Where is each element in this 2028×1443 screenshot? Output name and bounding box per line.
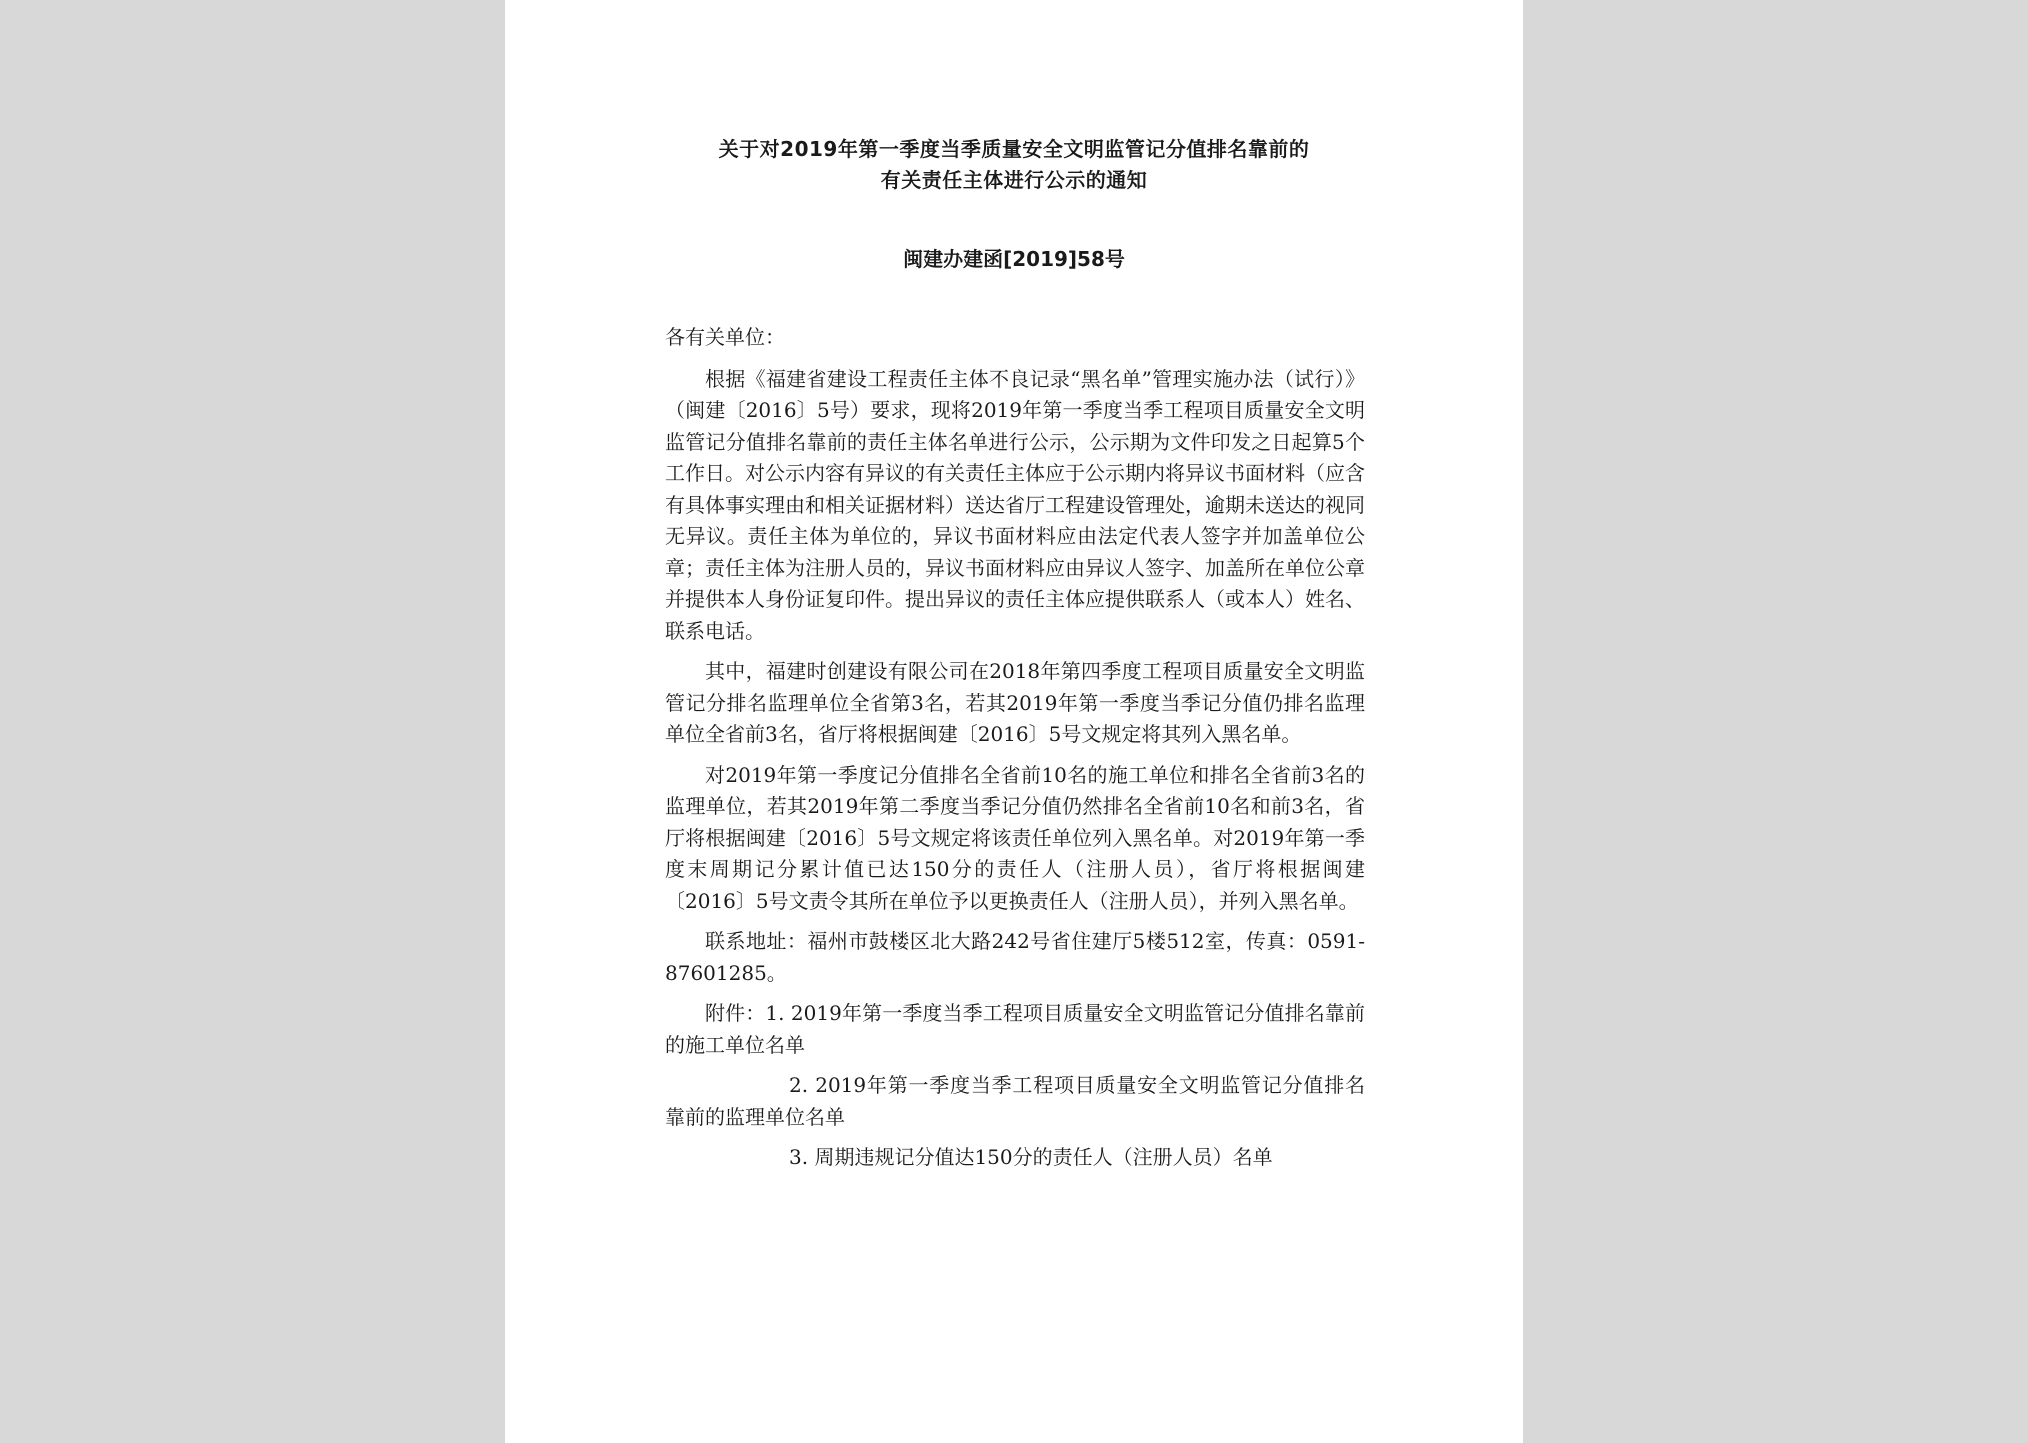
document-page	[505, 0, 1523, 1443]
attachment-item: 2. 2019年第一季度当季工程项目质量安全文明监管记分值排名靠前的监理单位名单	[665, 1073, 1365, 1129]
paragraph: 对2019年第一季度记分值排名全省前10名的施工单位和排名全省前3名的监理单位，若其2019年第二季度当季记分值仍然排名全省前10名和前3名，省厅将根据闽建〔2016〕5号文规定将该责任单位列入黑名单。对2019年第一季度末周期记分累计值已达150分的责任人（注册人员），省厅将根据闽建〔2016〕5号文责令其所在单位予以更换责任人（注册人员），并列入黑名单。	[665, 762, 1365, 913]
salutation: 各有关单位：	[665, 325, 785, 349]
paragraph: 其中，福建时创建设有限公司在2018年第四季度工程项目质量安全文明监管记分排名监理单位全省第3名，若其2019年第一季度当季记分值仍排名监理单位全省前3名，省厅将根据闽建〔2016〕5号文规定将其列入黑名单。	[665, 659, 1365, 746]
document-title-line1: 关于对2019年第一季度当季质量安全文明监管记分值排名靠前的	[718, 137, 1310, 161]
paragraph: 根据《福建省建设工程责任主体不良记录“黑名单”管理实施办法（试行）》（闽建〔2016〕5号）要求，现将2019年第一季度当季工程项目质量安全文明监管记分值排名靠前的责任主体名单进行公示，公示期为文件印发之日起算5个工作日。对公示内容有异议的有关责任主体应于公示期内将异议书面材料（应含有具体事实理由和相关证据材料）送达省厅工程建设管理处，逾期未送达的视同无异议。责任主体为单位的，异议书面材料应由法定代表人签字并加盖单位公章；责任主体为注册人员的，异议书面材料应由异议人签字、加盖所在单位公章并提供本人身份证复印件。提出异议的责任主体应提供联系人（或本人）姓名、联系电话。	[665, 366, 1365, 643]
attachment-item: 3. 周期违规记分值达150分的责任人（注册人员）名单	[789, 1145, 1273, 1169]
document-number: 闽建办建函[2019]58号	[903, 247, 1125, 271]
attachment-item: 附件：1. 2019年第一季度当季工程项目质量安全文明监管记分值排名靠前的施工单位名单	[665, 1001, 1365, 1057]
contact-info: 联系地址：福州市鼓楼区北大路242号省住建厅5楼512室，传真：0591-87601285。	[665, 929, 1365, 985]
document-body	[665, 322, 1365, 1183]
document-title-line2: 有关责任主体进行公示的通知	[880, 168, 1148, 192]
